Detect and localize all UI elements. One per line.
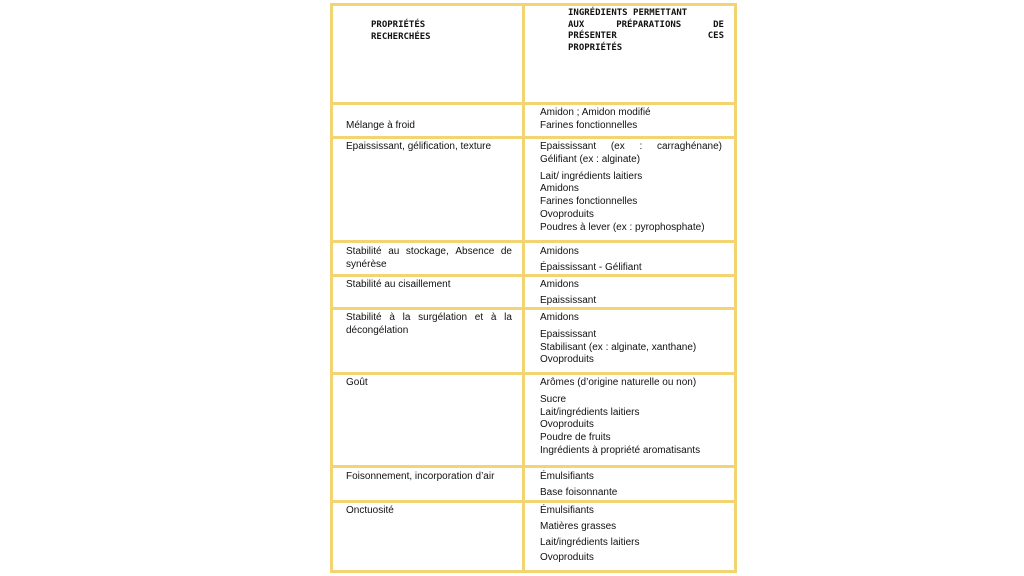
header-word: CES xyxy=(707,31,724,41)
ingredient-line: Ovoproduits xyxy=(540,354,594,366)
row-divider xyxy=(330,136,737,139)
ingredient-line: Poudres à lever (ex : pyrophosphate) xyxy=(540,221,705,233)
property-line: Epaississant, gélification, texture xyxy=(346,141,492,152)
header-word: AUX xyxy=(568,19,585,30)
property-line: Onctuosité xyxy=(346,505,394,516)
ingredient-line: Epaississant xyxy=(540,294,597,306)
ingredient-line: Amidons xyxy=(540,279,579,290)
ingredient-line: Epaississant (ex : carraghénane) xyxy=(540,141,722,152)
ingredient-line: Amidon ; Amidon modifié xyxy=(540,107,651,118)
ingredient-line: Base foisonnante xyxy=(540,486,618,498)
header-col1 xyxy=(371,20,431,43)
ingredient-line: Lait/ingrédients laitiers xyxy=(540,536,640,548)
ingredient-line: Amidons xyxy=(540,312,579,323)
ingredients-cell xyxy=(540,312,696,367)
property-cell xyxy=(346,505,394,518)
ingredient-line: Émulsifiants xyxy=(540,505,594,516)
property-cell xyxy=(346,312,512,338)
row-divider xyxy=(330,500,737,503)
row-divider xyxy=(330,102,737,105)
ingredients-cell xyxy=(540,279,596,308)
property-line: décongélation xyxy=(346,324,409,336)
ingredients-cell xyxy=(540,246,642,275)
ingredient-line: Farines fonctionnelles xyxy=(540,119,638,131)
header-col2-line xyxy=(568,20,724,32)
ingredient-line: Lait/ ingrédients laitiers xyxy=(540,170,643,182)
header-col2-line xyxy=(568,31,724,43)
ingredient-line: Ovoproduits xyxy=(540,419,594,431)
ingredient-line: Amidons xyxy=(540,183,579,195)
ingredient-line: Gélifiant (ex : alginate) xyxy=(540,153,641,165)
ingredients-cell xyxy=(540,505,640,565)
ingredient-line: Farines fonctionnelles xyxy=(540,196,638,208)
ingredient-line: Poudre de fruits xyxy=(540,432,611,444)
property-cell xyxy=(346,141,491,154)
row-divider xyxy=(330,465,737,468)
row-divider xyxy=(330,307,737,310)
ingredient-line: Sucre xyxy=(540,393,567,405)
ingredient-line: Amidons xyxy=(540,246,579,257)
property-line: synérèse xyxy=(346,258,387,270)
ingredient-line: Matières grasses xyxy=(540,520,617,532)
header-col2 xyxy=(568,8,724,54)
ingredient-line: Émulsifiants xyxy=(540,471,594,482)
property-cell xyxy=(346,471,494,484)
ingredient-line: Lait/ingrédients laitiers xyxy=(540,406,640,418)
ingredient-line: Arômes (d’origine naturelle ou non) xyxy=(540,377,697,388)
header-word: DE xyxy=(713,19,724,30)
header-word: PRÉPARATIONS xyxy=(616,19,682,30)
property-cell xyxy=(346,246,512,272)
row-divider xyxy=(330,372,737,375)
ingredients-cell xyxy=(540,377,700,458)
header-col2-line: PROPRIÉTÉS xyxy=(568,42,623,53)
header-word: PRÉSENTER xyxy=(568,31,617,41)
ingredient-line: Ovoproduits xyxy=(540,552,594,564)
header-col1-line: PROPRIÉTÉS xyxy=(371,20,426,30)
row-divider xyxy=(330,274,737,277)
ingredient-line: Épaississant - Gélifiant xyxy=(540,261,642,273)
property-cell xyxy=(346,377,368,390)
column-divider xyxy=(522,3,525,573)
ingredients-cell xyxy=(540,471,617,500)
ingredient-line: Ingrédients à propriété aromatisants xyxy=(540,444,701,456)
property-cell xyxy=(346,120,415,133)
property-line: Mélange à froid xyxy=(346,120,415,131)
header-col2-line: INGRÉDIENTS PERMETTANT xyxy=(568,8,688,18)
ingredients-cell xyxy=(540,141,722,235)
header-col1-line: RECHERCHÉES xyxy=(371,31,431,42)
property-line: Stabilité à la surgélation et à la xyxy=(346,312,512,323)
ingredient-line: Epaississant xyxy=(540,328,597,340)
property-line: Stabilité au cisaillement xyxy=(346,279,451,290)
property-line: Foisonnement, incorporation d’air xyxy=(346,471,495,482)
ingredient-line: Ovoproduits xyxy=(540,208,594,220)
property-line: Goût xyxy=(346,377,368,388)
row-divider xyxy=(330,240,737,243)
property-line: Stabilité au stockage, Absence de xyxy=(346,246,512,257)
property-cell xyxy=(346,279,451,292)
ingredients-cell xyxy=(540,107,651,133)
ingredient-line: Stabilisant (ex : alginate, xanthane) xyxy=(540,341,697,353)
